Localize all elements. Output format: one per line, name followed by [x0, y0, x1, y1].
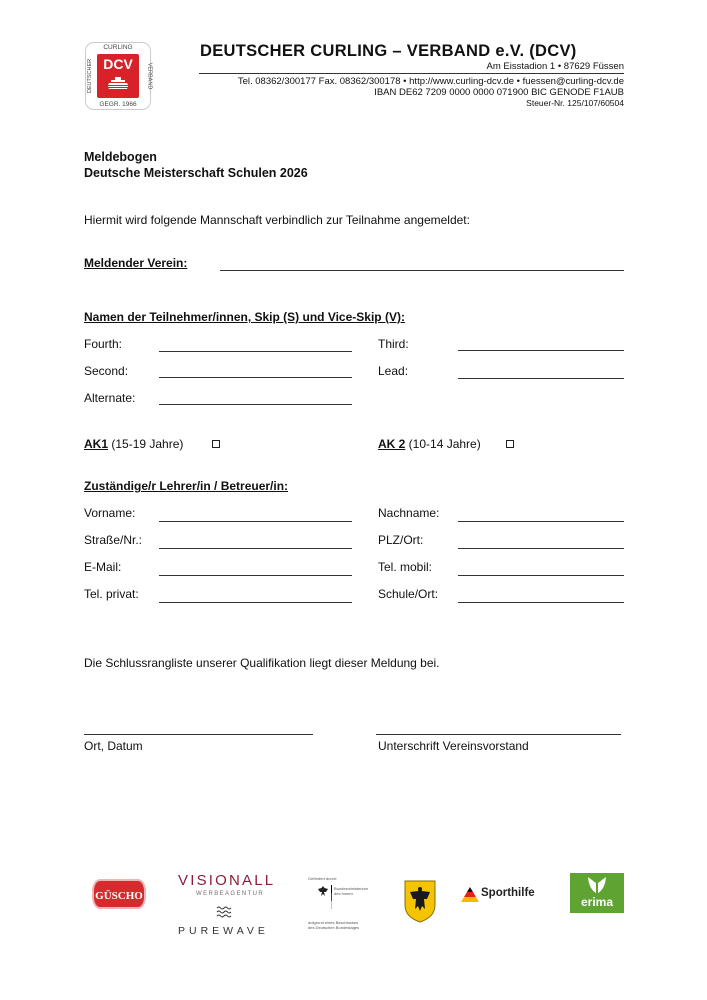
tel-privat-label: Tel. privat: — [84, 587, 139, 601]
bmi-name-1: Bundesministerium — [334, 886, 369, 891]
signature-line[interactable] — [376, 734, 621, 735]
third-label: Third: — [378, 337, 409, 351]
ak1-label: AK1 — [84, 437, 109, 451]
club-input-line[interactable] — [220, 270, 624, 271]
ak2-checkbox[interactable] — [506, 440, 514, 448]
alternate-label: Alternate: — [84, 391, 136, 405]
erima-wings-icon — [586, 877, 608, 893]
logo-founded-text: GEGR. 1966 — [99, 101, 137, 108]
guscho-logo: GÜSCHO — [92, 879, 146, 909]
bundeswehr-eagle-shield-logo — [403, 879, 437, 923]
flag-stripe-black — [331, 885, 332, 893]
federal-eagle-icon — [318, 886, 328, 896]
ak2-option — [378, 437, 481, 451]
ak1-range: (15-19 Jahre) — [108, 437, 184, 451]
nachname-label: Nachname: — [378, 506, 440, 520]
tel-mobil-input-line[interactable] — [458, 575, 624, 576]
wave-icon — [216, 906, 232, 919]
visionall-logo: VISIONALL — [178, 872, 276, 889]
vorname-label: Vorname: — [84, 506, 136, 520]
vorname-input-line[interactable] — [159, 521, 352, 522]
place-date-label: Ort, Datum — [84, 739, 143, 753]
logo-left-text: DEUTSCHER — [87, 58, 94, 94]
lead-label: Lead: — [378, 364, 409, 378]
signature-label: Unterschrift Vereinsvorstand — [378, 739, 529, 753]
club-label: Meldender Verein: — [84, 256, 188, 270]
plz-label: PLZ/Ort: — [378, 533, 424, 547]
bank-line: IBAN DE62 7209 0000 0000 071900 BIC GENODE F1AUB — [374, 87, 624, 98]
ak2-range: (10-14 Jahre) — [405, 437, 481, 451]
logo-curling-text: CURLING — [103, 44, 133, 51]
dcv-logo — [85, 42, 151, 110]
ak2-label: AK 2 — [378, 437, 406, 451]
intro-text: Hiermit wird folgende Mannschaft verbindlich zur Teilnahme angemeldet: — [84, 213, 470, 227]
lead-input-line[interactable] — [458, 378, 624, 379]
email-input-line[interactable] — [159, 575, 352, 576]
form-subtitle: Deutsche Meisterschaft Schulen 2026 — [84, 166, 308, 180]
third-input-line[interactable] — [458, 350, 624, 351]
logo-right-text: VERBAND — [146, 62, 153, 90]
purewave-logo: PUREWAVE — [178, 925, 269, 937]
teacher-heading: Zuständige/r Lehrer/in / Betreuer/in: — [84, 479, 289, 493]
qualification-note: Die Schlussrangliste unserer Qualifikation liegt dieser Meldung bei. — [84, 656, 440, 670]
strasse-label: Straße/Nr.: — [84, 533, 143, 547]
plz-input-line[interactable] — [458, 548, 624, 549]
bmi-bottom-1: aufgrund eines Beschlusses — [308, 920, 359, 925]
organization-name: DEUTSCHER CURLING – VERBAND e.V. (DCV) — [200, 42, 577, 60]
second-input-line[interactable] — [159, 377, 352, 378]
ak1-checkbox[interactable] — [212, 440, 220, 448]
email-label: E-Mail: — [84, 560, 122, 574]
header-rule — [199, 73, 624, 74]
bmi-logo — [306, 875, 370, 935]
bmi-bottom-2: des Deutschen Bundestages — [308, 925, 360, 930]
bmi-top-text: Gefördert durch: — [308, 876, 338, 881]
fourth-input-line[interactable] — [159, 351, 352, 352]
ak1-option — [84, 437, 183, 451]
strasse-input-line[interactable] — [159, 548, 352, 549]
logo-red-square — [97, 54, 139, 98]
place-date-line[interactable] — [84, 734, 313, 735]
players-heading: Namen der Teilnehmer/innen, Skip (S) und Vice-Skip (V): — [84, 310, 405, 324]
schule-input-line[interactable] — [458, 602, 624, 603]
erima-text: erima — [580, 895, 614, 909]
fourth-label: Fourth: — [84, 337, 123, 351]
flag-stripe-red — [331, 893, 332, 901]
tax-number: Steuer-Nr. 125/107/60504 — [526, 98, 624, 108]
sporthilfe-flag-icon — [461, 887, 479, 902]
curling-stone-icon — [107, 77, 129, 92]
erima-logo — [570, 873, 624, 913]
schule-label: Schule/Ort: — [378, 587, 439, 601]
flag-stripe-gold — [331, 901, 332, 909]
sporthilfe-logo: Sporthilfe — [481, 887, 535, 899]
alternate-input-line[interactable] — [159, 404, 352, 405]
visionall-subtitle: WERBEAGENTUR — [196, 891, 265, 897]
form-title: Meldebogen — [84, 150, 157, 164]
tel-privat-input-line[interactable] — [159, 602, 352, 603]
logo-dcv-text: DCV — [103, 56, 133, 72]
nachname-input-line[interactable] — [458, 521, 624, 522]
contact-line: Tel. 08362/300177 Fax. 08362/300178 • http://www.curling-dcv.de • fuessen@curling-dcv.de — [237, 76, 624, 87]
address: Am Eisstadion 1 • 87629 Füssen — [486, 61, 624, 72]
tel-mobil-label: Tel. mobil: — [378, 560, 433, 574]
bmi-name-2: des Innern — [334, 891, 353, 896]
second-label: Second: — [84, 364, 129, 378]
